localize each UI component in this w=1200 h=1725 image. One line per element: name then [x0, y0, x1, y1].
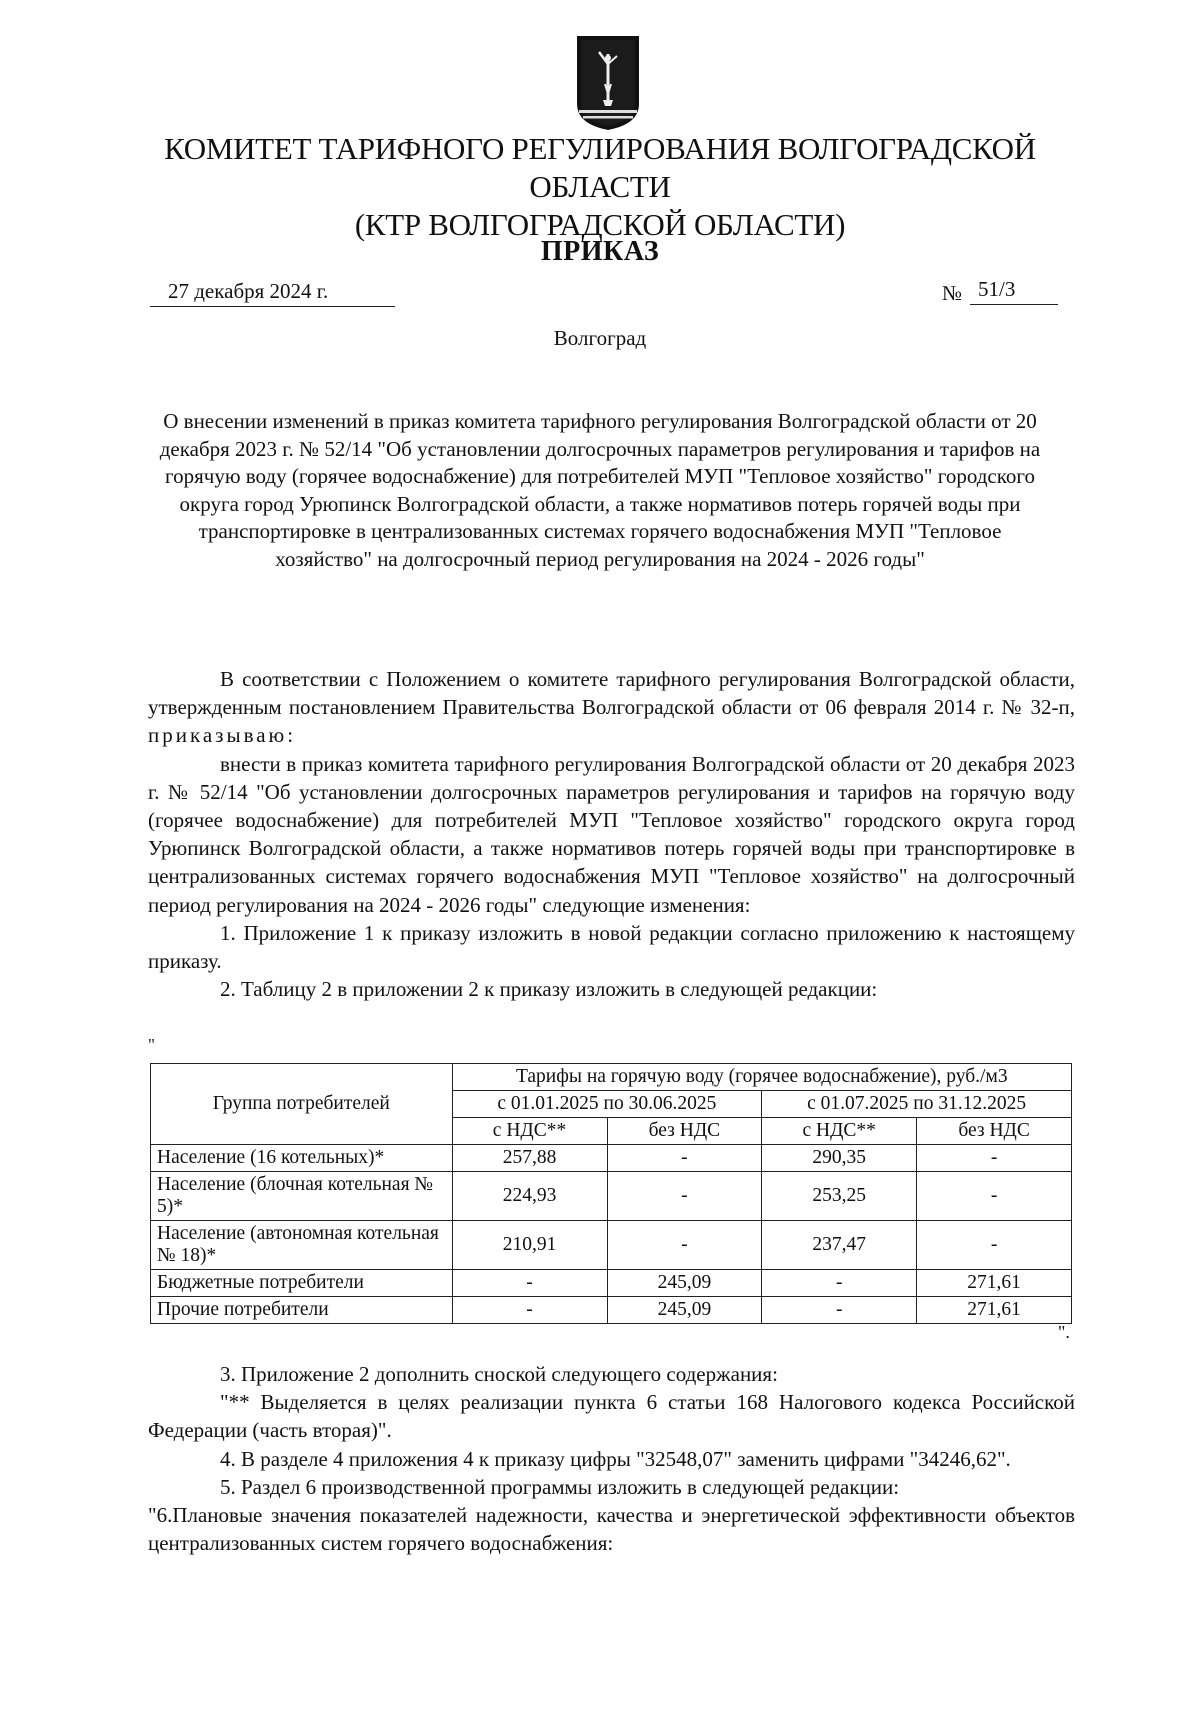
with-vat-header: с НДС**: [762, 1118, 917, 1145]
table-open-quote: ": [148, 1035, 155, 1054]
cell-p1-novat: -: [607, 1172, 762, 1221]
cell-p2-novat: 271,61: [917, 1297, 1072, 1324]
item-5: 5. Раздел 6 производственной программы изложить в следующей редакции:: [220, 1474, 900, 1499]
cell-p1-novat: -: [607, 1221, 762, 1270]
period-1-header: с 01.01.2025 по 30.06.2025: [452, 1091, 762, 1118]
cell-p2-novat: -: [917, 1145, 1072, 1172]
item-4: 4. В разделе 4 приложения 4 к приказу цифры "32548,07" заменить цифрами "34246,62".: [220, 1446, 1011, 1471]
order-number-label: №: [942, 281, 963, 305]
cell-p2-vat: 237,47: [762, 1221, 917, 1270]
item-2: 2. Таблицу 2 в приложении 2 к приказу изложить в следующей редакции:: [220, 977, 878, 1002]
period-2-header: с 01.07.2025 по 31.12.2025: [762, 1091, 1072, 1118]
item-5-text: "6.Плановые значения показателей надежности, качества и энергетической эффективности объектов централизованных систем горячего водоснабжения:: [148, 1503, 1075, 1556]
committee-name: [100, 130, 1100, 244]
order-body: [148, 665, 1075, 1003]
table-row: [151, 1145, 1072, 1172]
item-3: 3. Приложение 2 дополнить сноской следующего содержания:: [220, 1362, 778, 1386]
cell-p1-vat: 224,93: [452, 1172, 607, 1221]
cell-p1-vat: -: [452, 1297, 607, 1324]
tariff-header: Тарифы на горячую воду (горячее водоснабжение), руб./м3: [452, 1064, 1071, 1091]
table-row: [151, 1297, 1072, 1324]
without-vat-header: без НДС: [917, 1118, 1072, 1145]
preamble-text: В соответствии с Положением о комитете тарифного регулирования Волгоградской области, утвержденным постановлением Правительства Волгоградской области от 06 февраля 2014 г. № 32-п,: [148, 667, 1075, 720]
cell-p2-novat: -: [917, 1172, 1072, 1221]
group-header: Группа потребителей: [151, 1064, 453, 1145]
cell-p2-novat: 271,61: [917, 1270, 1072, 1297]
cell-p1-novat: -: [607, 1145, 762, 1172]
order-subject: О внесении изменений в приказ комитета тарифного регулирования Волгоградской области от 20 декабря 2023 г. № 52/14 "Об установлении долгосрочных параметров регулирования и тарифов на горячую воду (горячее водоснабжение) для потребителей МУП "Тепловое хозяйство" городского округа город Урюпинск Волгоградской области, а также нормативов потерь горячей воды при транспортировке в централизованных системах горячего водоснабжения МУП "Тепловое хозяйство" на долгосрочный период регулирования на 2024 - 2026 годы": [159, 409, 1041, 571]
cell-p2-vat: -: [762, 1297, 917, 1324]
committee-line-1: КОМИТЕТ ТАРИФНОГО РЕГУЛИРОВАНИЯ ВОЛГОГРАДСКОЙ ОБЛАСТИ: [164, 131, 1036, 204]
footnote-text: "** Выделяется в целях реализации пункта 6 статьи 168 Налогового кодекса Российской Федерации (часть вторая)".: [148, 1390, 1075, 1443]
table-row: [151, 1270, 1072, 1297]
row-group: Прочие потребители: [151, 1297, 453, 1324]
cell-p1-vat: 257,88: [452, 1145, 607, 1172]
table-row: [151, 1172, 1072, 1221]
cell-p1-novat: 245,09: [607, 1297, 762, 1324]
order-date: 27 декабря 2024 г.: [150, 276, 395, 307]
item-1: 1. Приложение 1 к приказу изложить в новой редакции согласно приложению к настоящему приказу.: [148, 920, 1075, 974]
cell-p2-vat: -: [762, 1270, 917, 1297]
cell-p2-vat: 290,35: [762, 1145, 917, 1172]
coat-of-arms-icon: [575, 34, 641, 132]
cell-p1-vat: 210,91: [452, 1221, 607, 1270]
with-vat-header: с НДС**: [452, 1118, 607, 1145]
without-vat-header: без НДС: [607, 1118, 762, 1145]
row-group: Население (блочная котельная № 5)*: [151, 1172, 453, 1221]
table-header-row: [151, 1064, 1072, 1091]
order-number: 51/3: [970, 274, 1058, 305]
cell-p1-vat: -: [452, 1270, 607, 1297]
order-body-continued: [148, 1360, 1075, 1557]
order-title: ПРИКАЗ: [540, 236, 660, 267]
tariff-table: [150, 1063, 1072, 1324]
table-close-quote: ".: [1058, 1322, 1070, 1342]
order-verb: приказываю:: [148, 723, 297, 748]
city: Волгоград: [553, 326, 647, 350]
cell-p2-vat: 253,25: [762, 1172, 917, 1221]
preamble-paragraph: [148, 665, 1075, 750]
row-group: Бюджетные потребители: [151, 1270, 453, 1297]
cell-p1-novat: 245,09: [607, 1270, 762, 1297]
committee-line-2: (КТР ВОЛГОГРАДСКОЙ ОБЛАСТИ): [354, 207, 846, 242]
row-group: Население (автономная котельная № 18)*: [151, 1221, 453, 1270]
row-group: Население (16 котельных)*: [151, 1145, 453, 1172]
cell-p2-novat: -: [917, 1221, 1072, 1270]
amendment-paragraph: внести в приказ комитета тарифного регулирования Волгоградской области от 20 декабря 2023 г. № 52/14 "Об установлении долгосрочных параметров регулирования и тарифов на горячую воду (горячее водоснабжение) для потребителей МУП "Тепловое хозяйство" городского округа город Урюпинск Волгоградской области, а также нормативов потерь горячей воды при транспортировке в централизованных системах горячего водоснабжения МУП "Тепловое хозяйство" на долгосрочный период регулирования на 2024 - 2026 годы" следующие изменения:: [148, 751, 1075, 917]
table-row: [151, 1221, 1072, 1270]
